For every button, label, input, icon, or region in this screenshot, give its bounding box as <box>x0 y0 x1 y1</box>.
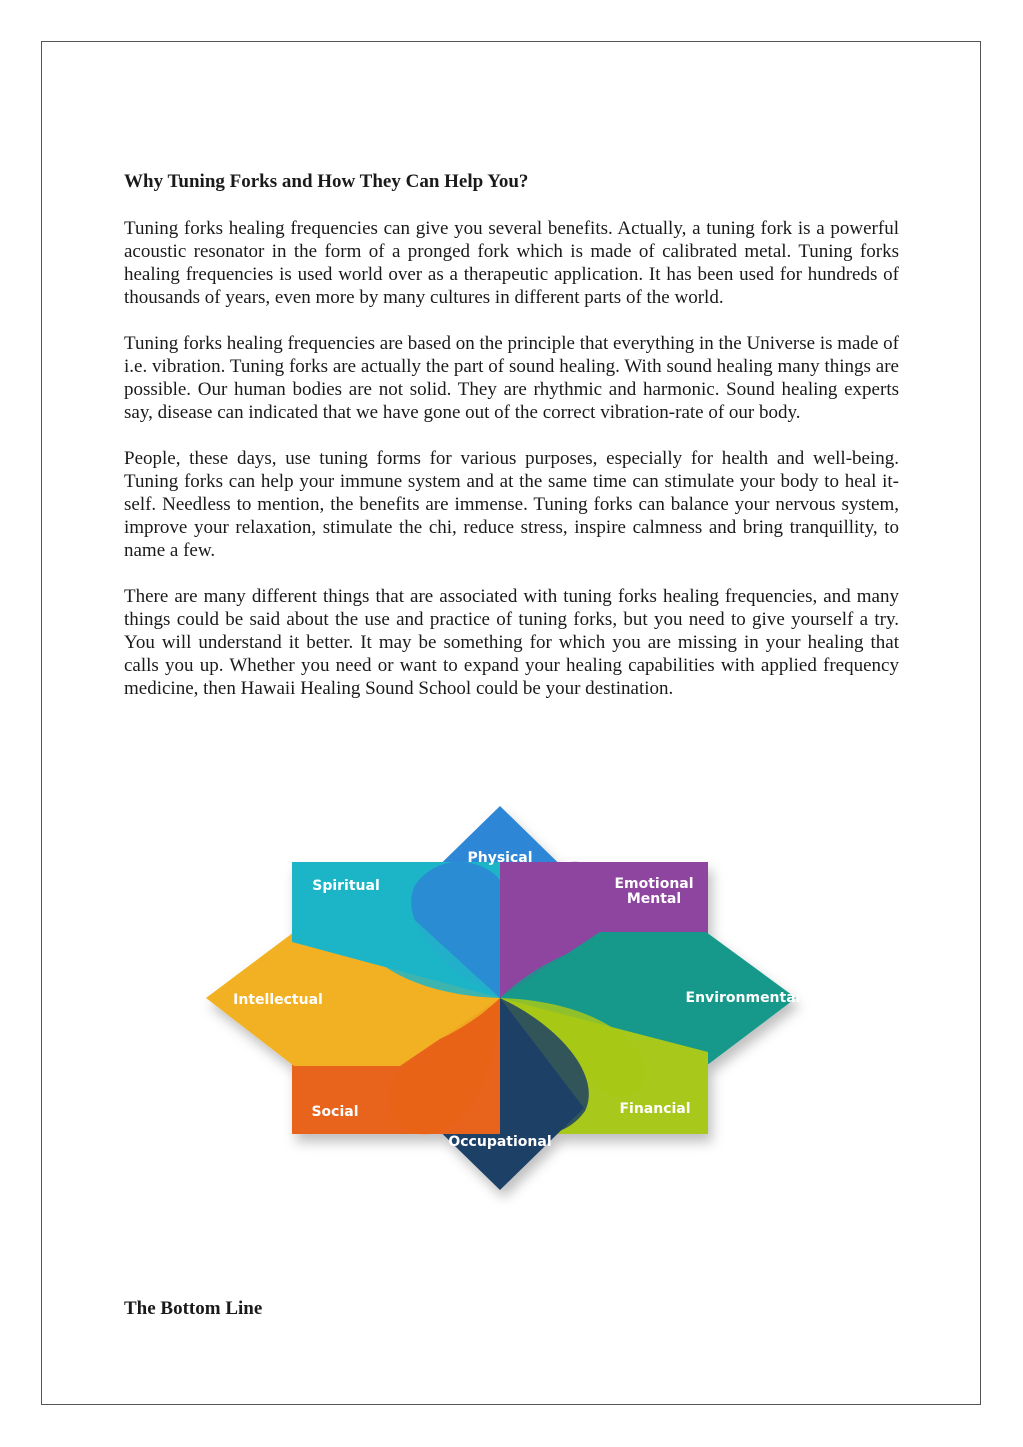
document-body <box>124 170 899 723</box>
label-financial: Financial <box>619 1101 691 1117</box>
label-social: Social <box>311 1104 359 1120</box>
paragraph-4: There are many different things that are associated with tuning forks healing frequencies, and many things could be said about the use and practice of tuning forks, but you need to give yourself a try. You will understand it better. It may be something for which you are missing in your healing that calls you up. Whether you need or want to expand your healing capabilities with applied frequency medicine, then Hawaii Healing Sound School could be your destination. <box>124 586 899 699</box>
wellness-wheel-figure <box>200 800 840 1220</box>
paragraph-1: Tuning forks healing frequencies can give you several benefits. Actually, a tuning fork is a powerful acoustic resonator in the form of a pronged fork which is made of calibrated metal. Tuning forks healing frequencies is used world over as a therapeutic application. It has been used for hundreds of thousands of years, even more by many cultures in different parts of the world. <box>124 218 899 308</box>
label-physical: Physical <box>467 850 533 866</box>
wellness-wheel-svg <box>200 800 840 1220</box>
label-mental: Mental <box>626 891 682 907</box>
label-intellectual: Intellectual <box>233 992 323 1008</box>
paragraph-2: Tuning forks healing frequencies are based on the principle that everything in the Universe is made of i.e. vibration. Tuning forks are actually the part of sound healing. With sound healing many things are possible. Our human bodies are not solid. They are rhythmic and harmonic. Sound healing experts say, disease can indicated that we have gone out of the correct vibration-rate of our body. <box>124 333 899 423</box>
label-environmental: Environmental <box>685 990 801 1006</box>
bottom-line-heading: The Bottom Line <box>124 1298 263 1319</box>
label-occupational: Occupational <box>448 1134 552 1150</box>
section-heading: Why Tuning Forks and How They Can Help You? <box>124 171 529 192</box>
label-spiritual: Spiritual <box>312 878 380 894</box>
label-emotional: Emotional <box>614 876 694 892</box>
paragraph-3: People, these days, use tuning forms for various purposes, especially for health and well-being. Tuning forks can help your immune system and at the same time can stimulate your body to heal it-self. Needless to mention, the benefits are immense. Tuning forks can balance your nervous system, improve your relaxation, stimulate the chi, reduce stress, inspire calmness and bring tranquillity, to name a few. <box>124 448 899 561</box>
